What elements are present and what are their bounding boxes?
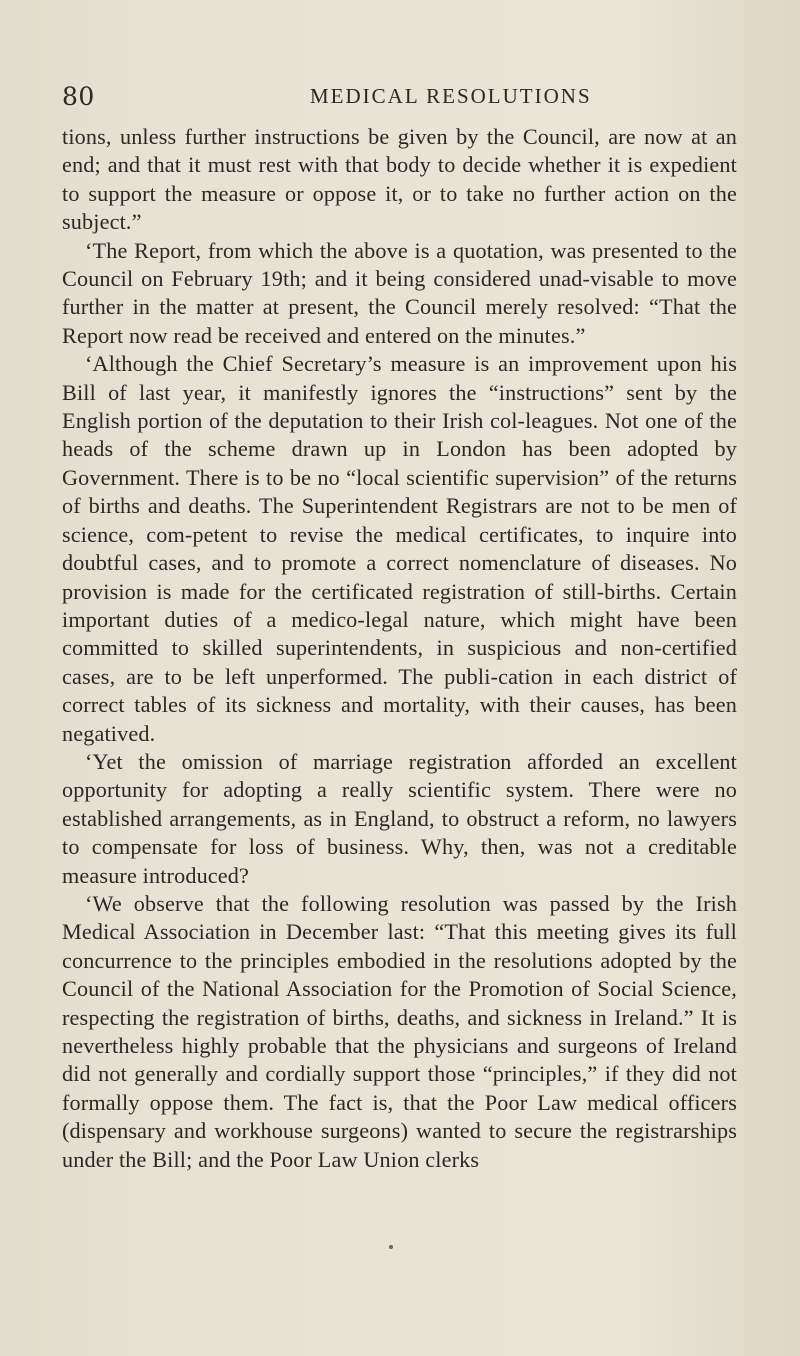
running-title: MEDICAL RESOLUTIONS [310, 84, 592, 108]
paragraph-report: ‘The Report, from which the above is a quotation, was presented to the Council on February 19th; and it being considered unad-visable to move further in the matter at present, the Council merely resolved: “That the Report now read be received and entered on the minutes.” [62, 237, 737, 348]
paper-speck [389, 1245, 393, 1249]
paragraph-continued: tions, unless further instructions be given by the Council, are now at an end; and that it must rest with that body to decide whether it is expedient to support the measure or oppose it, or to take no further action on the subject.” [62, 124, 737, 235]
body-text [62, 123, 737, 1174]
paragraph-irish-medical-association: ‘We observe that the following resolution was passed by the Irish Medical Association in December last: “That this meeting gives its full concurrence to the principles embodied in the resolutions adopted by the Council of the National Association for the Promotion of Social Science, respecting the registration of births, deaths, and sickness in Ireland.” It is nevertheless highly probable that the physicians and surgeons of Ireland did not generally and cordially support those “principles,” if they did not formally oppose them. The fact is, that the Poor Law medical officers (dispensary and workhouse surgeons) wanted to secure the registrarships under the Bill; and the Poor Law Union clerks [62, 890, 737, 1172]
paragraph-chief-secretary: ‘Although the Chief Secretary’s measure is an improvement upon his Bill of last year, it manifestly ignores the “instructions” sent by the English portion of the deputation to their Irish col-leagues. Not one of the heads of the scheme drawn up in London has been adopted by Government. There is to be no “local scientific supervision” of the returns of births and deaths. The Superintendent Registrars are not to be men of science, com-petent to revise the medical certificates, to inquire into doubtful cases, and to promote a correct nomenclature of diseases. No provision is made for the certificated registration of still-births. Certain important duties of a medico-legal nature, which might have been committed to skilled superintendents, in suspicious and non-certified cases, are to be left unperformed. The publi-cation in each district of correct tables of its sickness and mortality, with their causes, has been negatived. [62, 351, 737, 746]
paragraph-marriage-registration: ‘Yet the omission of marriage registration afforded an excellent opportunity for adopting a really scientific system. There were no established arrangements, as in England, to obstruct a reform, no lawyers to compensate for loss of business. Why, then, was not a creditable measure introduced? [62, 748, 737, 888]
page-number: 80 [62, 82, 95, 111]
running-head [62, 82, 742, 112]
